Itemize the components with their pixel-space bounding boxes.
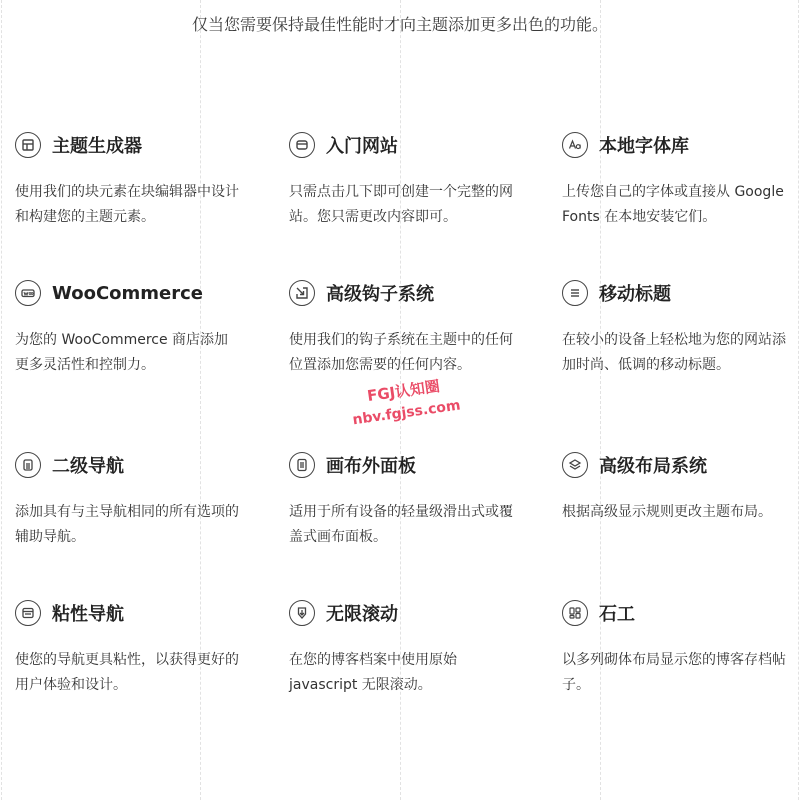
feature-starter-sites	[289, 130, 514, 230]
feature-description: 在您的博客档案中使用原始 javascript 无限滚动。	[289, 652, 457, 693]
feature-woocommerce	[15, 278, 240, 378]
feature-title: 主题生成器	[52, 136, 142, 157]
watermark	[338, 371, 473, 433]
masonry-grid-icon	[562, 600, 588, 626]
feature-description: 适用于所有设备的轻量级滑出式或覆盖式画布面板。	[289, 504, 513, 545]
feature-infinite-scroll	[289, 598, 514, 698]
feature-hooks	[289, 278, 514, 378]
panel-icon	[289, 452, 315, 478]
feature-title: WooCommerce	[52, 282, 203, 304]
layout-guide-line	[1, 0, 2, 800]
feature-layout-system	[562, 450, 787, 525]
feature-title: 二级导航	[52, 456, 124, 477]
feature-off-canvas-panel	[289, 450, 514, 550]
feature-description: 根据高级显示规则更改主题布局。	[562, 504, 772, 520]
watermark-line: nbv.fgjss.com	[351, 397, 462, 429]
woo-icon	[15, 280, 41, 306]
feature-header	[15, 130, 240, 160]
feature-title: 画布外面板	[326, 456, 416, 477]
feature-description: 只需点击几下即可创建一个完整的网站。您只需更改内容即可。	[289, 184, 513, 225]
hook-icon	[289, 280, 315, 306]
watermark-line: FGJ认知圈	[365, 377, 441, 406]
feature-secondary-nav	[15, 450, 240, 550]
feature-header	[15, 450, 240, 480]
feature-title: 高级钩子系统	[326, 284, 434, 305]
feature-title: 高级布局系统	[599, 456, 707, 477]
feature-masonry	[562, 598, 787, 698]
browser-window-icon	[289, 132, 315, 158]
menu-lines-icon	[562, 280, 588, 306]
feature-description: 使您的导航更具粘性，以获得更好的用户体验和设计。	[15, 652, 239, 693]
layout-guide-line	[798, 0, 799, 800]
feature-title: 移动标题	[599, 284, 671, 305]
feature-header	[289, 278, 514, 308]
feature-description: 使用我们的块元素在块编辑器中设计和构建您的主题元素。	[15, 184, 239, 225]
feature-description: 使用我们的钩子系统在主题中的任何位置添加您需要的任何内容。	[289, 332, 513, 373]
feature-header	[289, 130, 514, 160]
secondary-nav-icon	[15, 452, 41, 478]
feature-header	[15, 598, 240, 628]
feature-header	[562, 450, 787, 480]
feature-header	[289, 450, 514, 480]
feature-header	[562, 598, 787, 628]
feature-mobile-header	[562, 278, 787, 378]
feature-header	[289, 598, 514, 628]
feature-description: 上传您自己的字体或直接从 Google Fonts 在本地安装它们。	[562, 184, 784, 225]
layers-icon	[562, 452, 588, 478]
feature-title: 本地字体库	[599, 136, 689, 157]
feature-header	[562, 130, 787, 160]
layout-icon	[15, 132, 41, 158]
sticky-nav-icon	[15, 600, 41, 626]
font-aa-icon	[562, 132, 588, 158]
feature-header	[562, 278, 787, 308]
feature-sticky-nav	[15, 598, 240, 698]
feature-title: 入门网站	[326, 136, 398, 157]
feature-title: 石工	[599, 604, 635, 625]
feature-description: 添加具有与主导航相同的所有选项的辅助导航。	[15, 504, 239, 545]
feature-description: 以多列砌体布局显示您的博客存档帖子。	[562, 652, 786, 693]
feature-description: 为您的 WooCommerce 商店添加更多灵活性和控制力。	[15, 332, 229, 373]
section-subtitle: 仅当您需要保持最佳性能时才向主题添加更多出色的功能。	[191, 15, 608, 34]
feature-title: 无限滚动	[326, 604, 398, 625]
feature-header	[15, 278, 240, 308]
feature-theme-builder	[15, 130, 240, 230]
feature-description: 在较小的设备上轻松地为您的网站添加时尚、低调的移动标题。	[562, 332, 786, 373]
feature-title: 粘性导航	[52, 604, 124, 625]
download-arrow-icon	[289, 600, 315, 626]
feature-local-fonts	[562, 130, 787, 230]
